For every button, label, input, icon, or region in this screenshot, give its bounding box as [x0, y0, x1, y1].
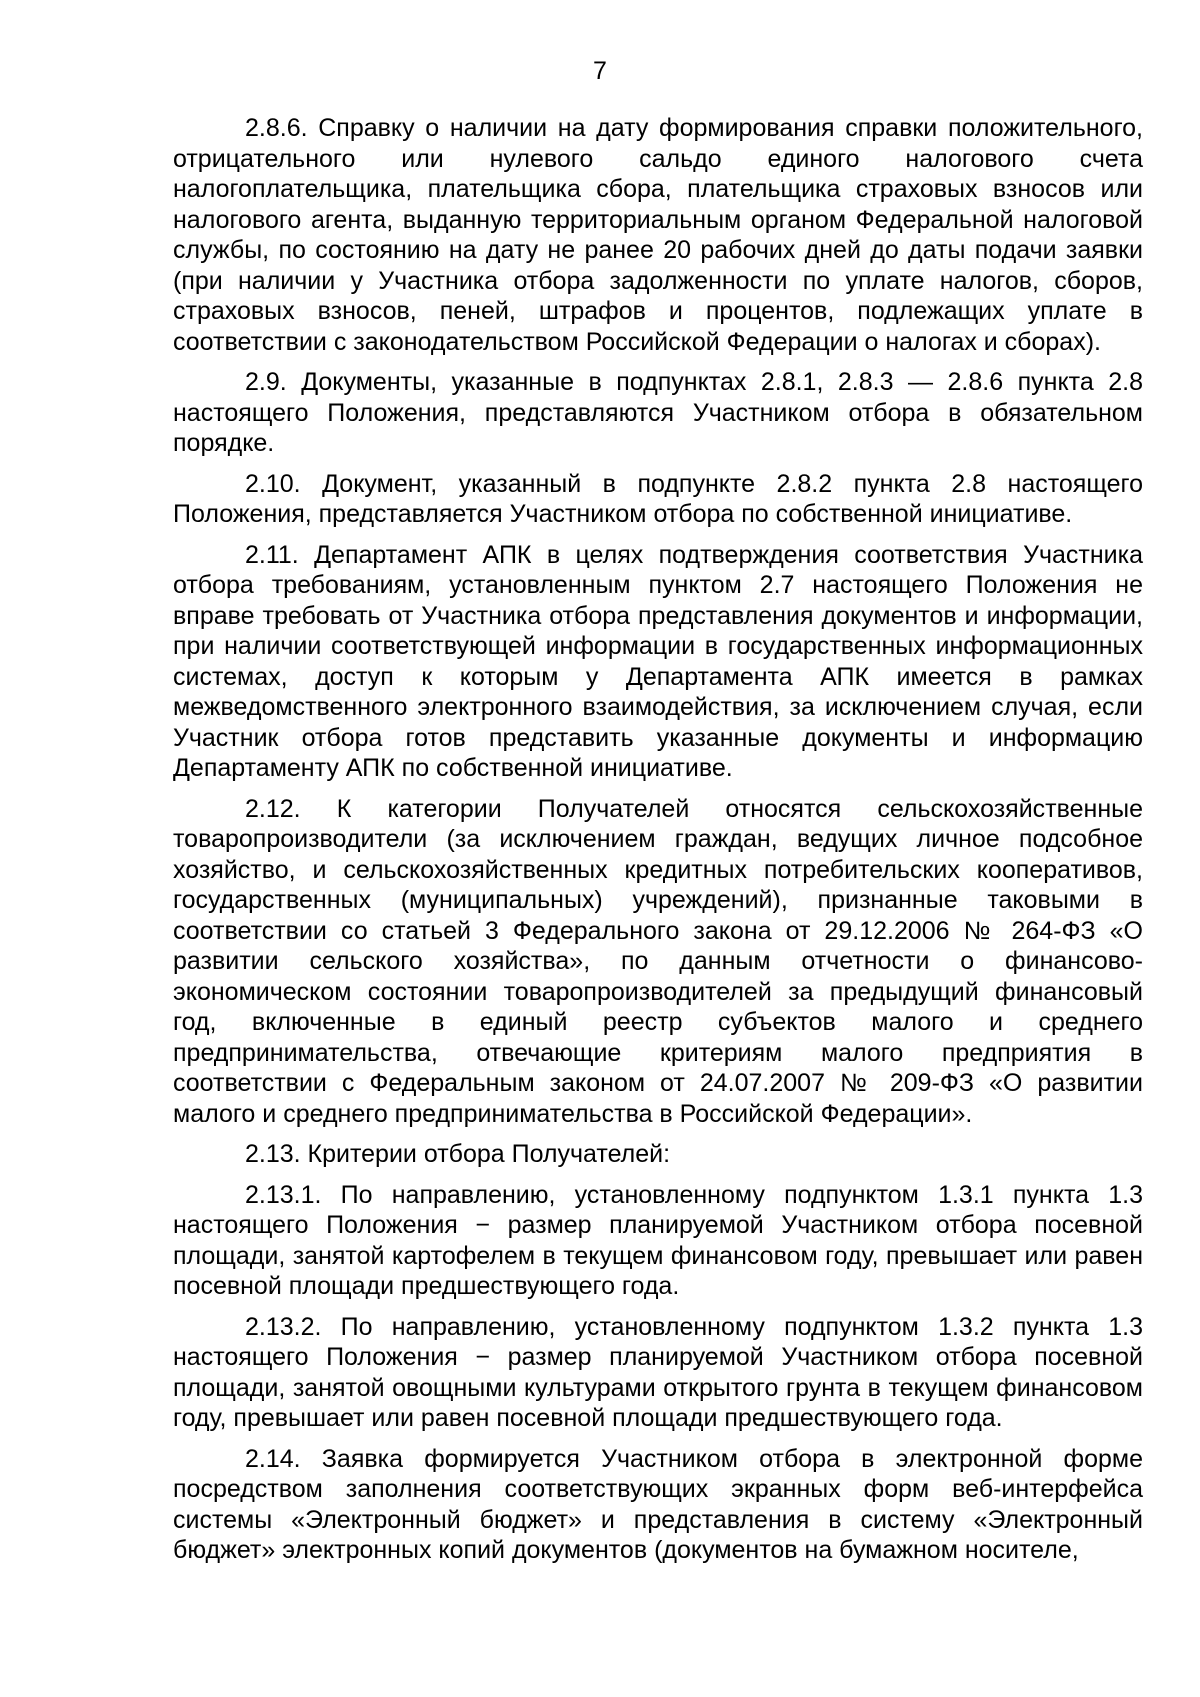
page-number: 7	[593, 57, 607, 85]
paragraph-2-13-2: 2.13.2. По направлению, установленному подпунктом 1.3.2 пункта 1.3 настоящего Положения − размер планируемой Участником отбора посевной площади, занятой овощными культурами открытого грунта в текущем финансовом году, превышает или равен посевной площади предшествующего года.	[173, 1312, 1143, 1432]
paragraph-2-12: 2.12. К категории Получателей относятся сельскохозяйственные товаропроизводители (за исключением граждан, ведущих личное подсобное хозяйство, и сельскохозяйственных кредитных потребительских кооперативов, государственных (муниципальных) учреждений), признанные таковыми в соответствии со статьей 3 Федерального закона от 29.12.2006 № 264-ФЗ «О развитии сельского хозяйства», по данным отчетности о финансово-экономическом состоянии товаропроизводителей за предыдущий финансовый год, включенные в единый реестр субъектов малого и среднего предпринимательства, отвечающие критериям малого предприятия в соответствии с Федеральным законом от 24.07.2007 № 209-ФЗ «О развитии малого и среднего предпринимательства в Российской Федерации».	[173, 794, 1143, 1128]
paragraph-2-14: 2.14. Заявка формируется Участником отбора в электронной форме посредством заполнения соответствующих экранных форм веб-интерфейса системы «Электронный бюджет» и представления в систему «Электронный бюджет» электронных копий документов (документов на бумажном носителе,	[173, 1444, 1143, 1564]
document-body	[173, 113, 1143, 1576]
paragraph-2-13: 2.13. Критерии отбора Получателей:	[245, 1140, 671, 1168]
paragraph-2-9: 2.9. Документы, указанные в подпунктах 2.8.1, 2.8.3 — 2.8.6 пункта 2.8 настоящего Положения, представляются Участником отбора в обязательном порядке.	[173, 368, 1143, 457]
paragraph-2-11: 2.11. Департамент АПК в целях подтверждения соответствия Участника отбора требованиям, установленным пунктом 2.7 настоящего Положения не вправе требовать от Участника отбора представления документов и информации, при наличии соответствующей информации в государственных информационных системах, доступ к которым у Департамента АПК имеется в рамках межведомственного электронного взаимодействия, за исключением случая, если Участник отбора готов представить указанные документы и информацию Департаменту АПК по собственной инициативе.	[173, 540, 1143, 782]
paragraph-2-13-1: 2.13.1. По направлению, установленному подпунктом 1.3.1 пункта 1.3 настоящего Положения − размер планируемой Участником отбора посевной площади, занятой картофелем в текущем финансовом году, превышает или равен посевной площади предшествующего года.	[173, 1180, 1143, 1300]
paragraph-2-10: 2.10. Документ, указанный в подпункте 2.8.2 пункта 2.8 настоящего Положения, представляется Участником отбора по собственной инициативе.	[173, 469, 1143, 528]
paragraph-2-8-6: 2.8.6. Справку о наличии на дату формирования справки положительного, отрицательного или нулевого сальдо единого налогового счета налогоплательщика, плательщика сбора, плательщика страховых взносов или налогового агента, выданную территориальным органом Федеральной налоговой службы, по состоянию на дату не ранее 20 рабочих дней до даты подачи заявки (при наличии у Участника отбора задолженности по уплате налогов, сборов, страховых взносов, пеней, штрафов и процентов, подлежащих уплате в соответствии с законодательством Российской Федерации о налогах и сборах).	[173, 114, 1143, 356]
